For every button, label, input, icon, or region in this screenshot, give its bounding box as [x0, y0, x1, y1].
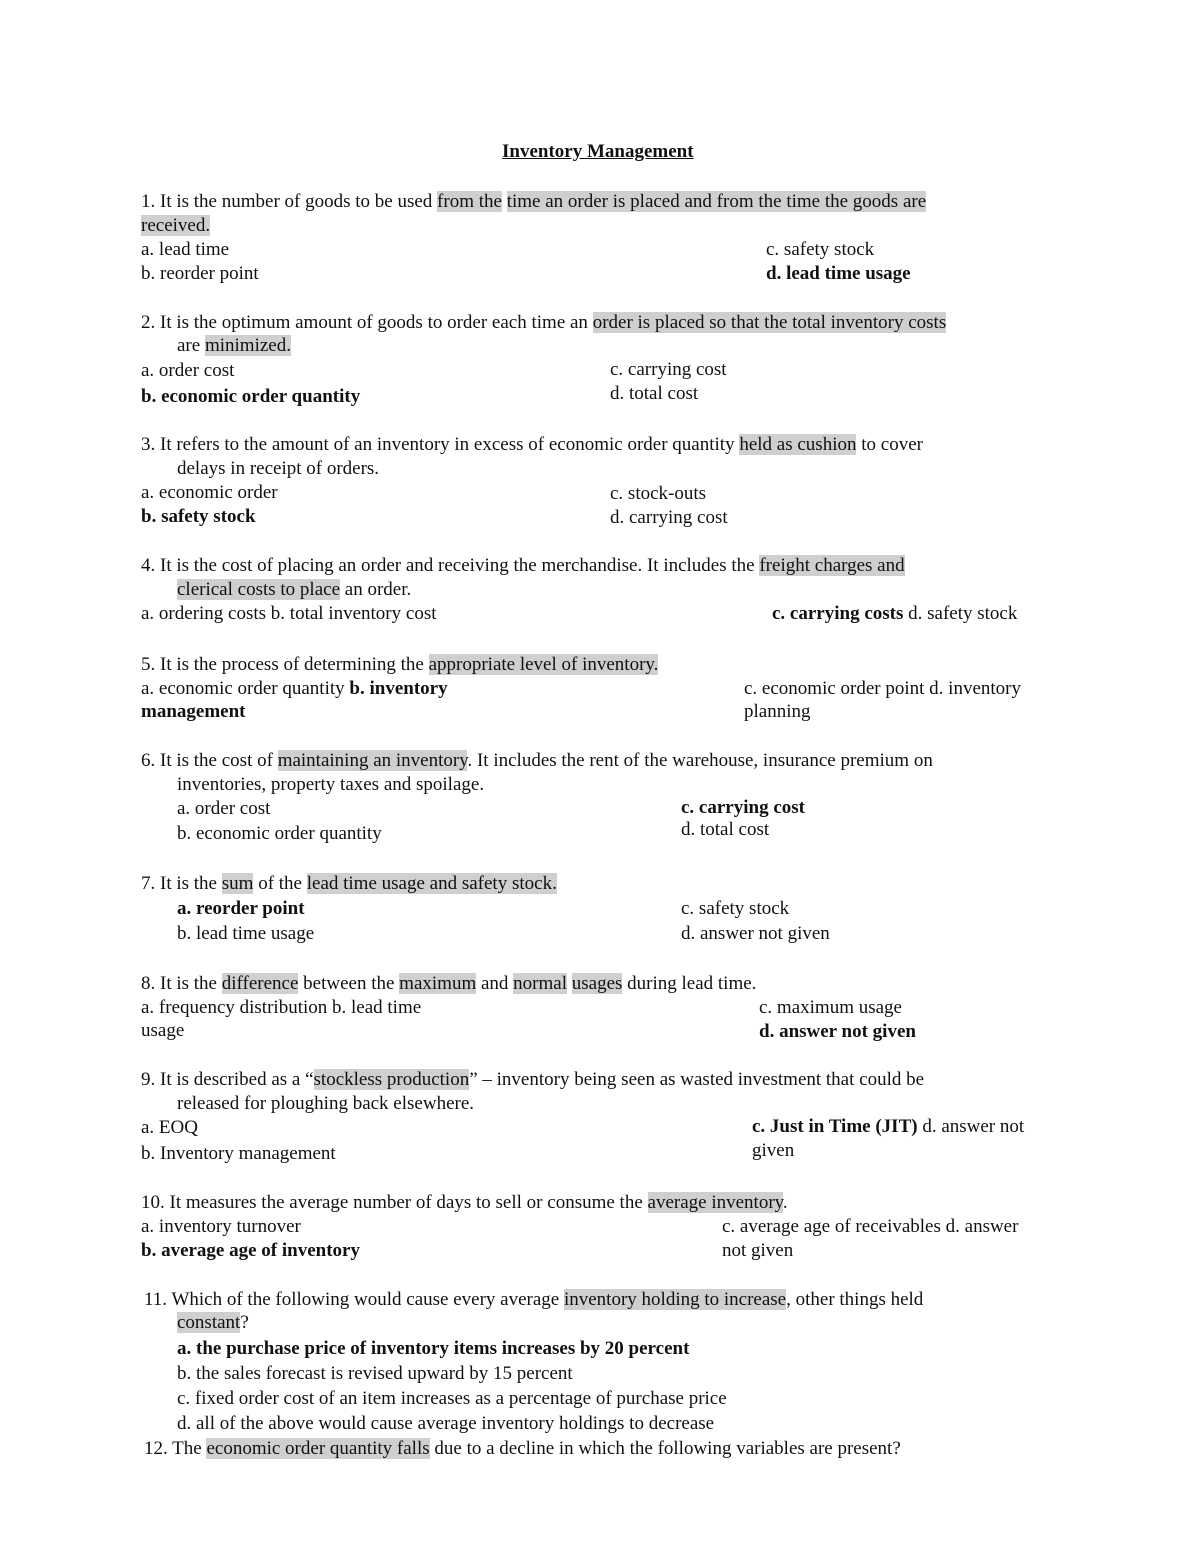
- q1-option-d-answer: d. lead time usage: [766, 263, 911, 284]
- q4-highlight: clerical costs to place: [177, 579, 341, 600]
- q11-option-a-answer: a. the purchase price of inventory items increases by 20 percent: [177, 1338, 690, 1359]
- q6-option-c-answer: c. carrying cost: [681, 797, 805, 818]
- q2-option-d: d. total cost: [610, 383, 699, 404]
- q9-option-c-answer: c. Just in Time (JIT): [752, 1116, 918, 1137]
- q9-highlight: stockless production: [313, 1069, 470, 1090]
- q3-option-d: d. carrying cost: [610, 507, 728, 528]
- q1-stem-line2: [141, 214, 210, 238]
- q11-option-c: c. fixed order cost of an item increases as a percentage of purchase price: [177, 1388, 727, 1409]
- q7-option-d: d. answer not given: [681, 923, 830, 944]
- q6-option-d: d. total cost: [681, 819, 770, 840]
- q5-stem-line1: 5. It is the process of determining the appropriate level of inventory.: [141, 654, 659, 675]
- q8-option-c: c. maximum usage: [759, 997, 902, 1018]
- q7-stem-line1: 7. It is the sum of the lead time usage and safety stock.: [141, 873, 557, 894]
- q3-highlight: held as cushion: [739, 434, 857, 455]
- q5-options-cd-line1: c. economic order point d. inventory: [744, 678, 1022, 699]
- q5-option-b-answer-cont: management: [141, 701, 246, 722]
- q12-highlight: economic order quantity falls: [206, 1438, 430, 1459]
- q6-stem-line2: inventories, property taxes and spoilage.: [177, 774, 485, 795]
- q6-stem-line1: 6. It is the cost of maintaining an inventory. It includes the rent of the warehouse, insurance premium on: [141, 750, 933, 771]
- q1-option-b: b. reorder point: [141, 263, 259, 284]
- q7-option-b: b. lead time usage: [177, 923, 315, 944]
- q4-highlight: freight charges and: [759, 555, 905, 576]
- q4-options-ab: a. ordering costs b. total inventory cost: [141, 603, 437, 624]
- q3-stem-line2: delays in receipt of orders.: [177, 458, 380, 479]
- q10-option-b-answer: b. average age of inventory: [141, 1240, 360, 1261]
- q7-highlight: sum: [221, 873, 254, 894]
- q11-stem-line2: constant?: [177, 1312, 249, 1333]
- q8-highlight: difference: [221, 973, 299, 994]
- q4-stem-line1: 4. It is the cost of placing an order and receiving the merchandise. It includes the freight charges and: [141, 555, 905, 576]
- q1-option-a: a. lead time: [141, 239, 230, 260]
- q5-highlight: appropriate level of inventory.: [428, 654, 659, 675]
- q11-highlight: inventory holding to increase: [563, 1289, 787, 1310]
- q8-option-d-answer: d. answer not given: [759, 1021, 916, 1042]
- q3-stem-line1: 3. It refers to the amount of an inventory in excess of economic order quantity held as cushion to cover: [141, 434, 923, 455]
- q9-option-a: a. EOQ: [141, 1117, 198, 1138]
- q8-highlight: normal: [513, 973, 567, 994]
- q11-option-b: b. the sales forecast is revised upward by 15 percent: [177, 1363, 573, 1384]
- q4-option-c-answer: c. carrying costs: [772, 603, 904, 624]
- q8-options-ab-line2: usage: [141, 1020, 185, 1041]
- q11-stem-line1: 11. Which of the following would cause every average inventory holding to increase, other things held: [144, 1289, 924, 1310]
- q4-options-cd: c. carrying costs d. safety stock: [772, 603, 1018, 624]
- q12-stem-line1: 12. The economic order quantity falls due to a decline in which the following variables are present?: [144, 1438, 901, 1459]
- q5-options-cd-line2: planning: [744, 701, 811, 722]
- q6-option-b: b. economic order quantity: [177, 823, 382, 844]
- q7-highlight: lead time usage and safety stock: [306, 873, 553, 894]
- q10-options-cd-line1: c. average age of receivables d. answer: [722, 1216, 1019, 1237]
- q9-stem-line1: 9. It is described as a “stockless production” – inventory being seen as wasted investment that could be: [141, 1069, 925, 1090]
- q2-option-a: a. order cost: [141, 360, 235, 381]
- q2-stem-line2: are minimized.: [177, 335, 291, 356]
- q8-stem-line1: 8. It is the difference between the maximum and normal usages during lead time.: [141, 973, 757, 994]
- q3-option-c: c. stock-outs: [610, 483, 707, 504]
- q1-highlight: time an order is placed and from the time the goods are: [506, 191, 927, 212]
- q6-highlight: maintaining an inventory: [277, 750, 468, 771]
- q5-options-ab-line1: a. economic order quantity b. inventory: [141, 678, 448, 699]
- q10-highlight: average inventory: [647, 1192, 783, 1213]
- q3-option-a: a. economic order: [141, 482, 278, 503]
- q9-stem-line2: released for ploughing back elsewhere.: [177, 1093, 475, 1114]
- q2-highlight: minimized.: [204, 335, 291, 356]
- q1-option-c: c. safety stock: [766, 239, 875, 260]
- q11-option-d: d. all of the above would cause average inventory holdings to decrease: [177, 1413, 715, 1434]
- q1-highlight: from the: [437, 191, 502, 212]
- q6-option-a: a. order cost: [177, 798, 271, 819]
- q9-options-cd-line2: given: [752, 1140, 795, 1161]
- q2-highlight: order is placed so that the total inventory costs: [592, 312, 947, 333]
- q3-option-b-answer: b. safety stock: [141, 506, 256, 527]
- q5-option-b-answer: b. inventory: [349, 678, 448, 699]
- q7-option-a-answer: a. reorder point: [177, 898, 305, 919]
- q10-stem-line1: 10. It measures the average number of days to sell or consume the average inventory.: [141, 1192, 788, 1213]
- q8-highlight: usages: [571, 973, 623, 994]
- q1-highlight: received.: [141, 215, 211, 236]
- q8-highlight: maximum: [399, 973, 477, 994]
- q7-option-c: c. safety stock: [681, 898, 790, 919]
- q2-stem-line1: 2. It is the optimum amount of goods to order each time an order is placed so that the total inventory costs: [141, 312, 947, 333]
- q1-stem-line1: 1. It is the number of goods to be used from the time an order is placed and from the time the goods are: [141, 191, 927, 212]
- q11-highlight: constant: [177, 1312, 241, 1333]
- q10-options-cd-line2: not given: [722, 1240, 794, 1261]
- q2-option-b-answer: b. economic order quantity: [141, 386, 361, 407]
- q9-options-cd-line1: c. Just in Time (JIT) d. answer not: [752, 1116, 1025, 1137]
- q10-option-a: a. inventory turnover: [141, 1216, 301, 1237]
- q9-option-b: b. Inventory management: [141, 1143, 336, 1164]
- q8-options-ab-line1: a. frequency distribution b. lead time: [141, 997, 422, 1018]
- page-title: Inventory Management: [502, 141, 694, 162]
- q4-stem-line2: clerical costs to place an order.: [177, 579, 412, 600]
- q2-option-c: c. carrying cost: [610, 359, 727, 380]
